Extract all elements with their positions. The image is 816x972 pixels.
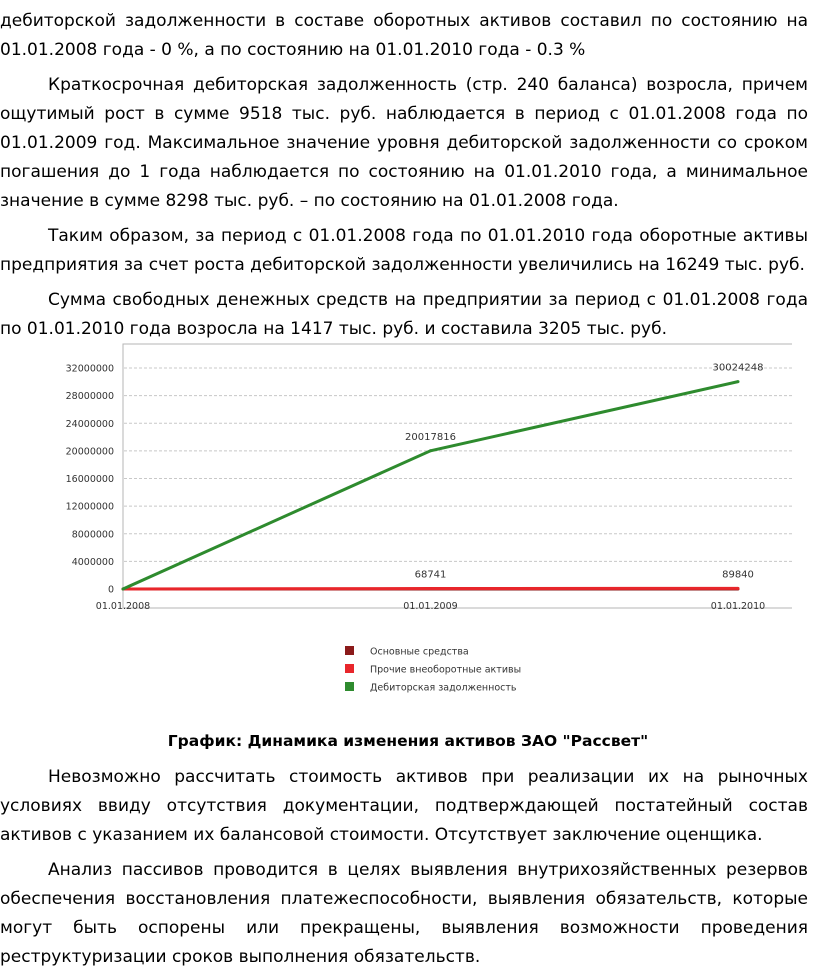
x-tick-label: 01.01.2010 [710,601,766,612]
paragraph: Невозможно рассчитать стоимость активов при реализации их на рыночных условиях ввиду отсутствия документации, подтверждающей постатейный состав активов с указанием их балансовой стоимости. Отсутствует заключение оценщика. [0,767,808,845]
data-point [429,449,432,452]
legend-label: Дебиторская задолженность [370,682,517,694]
legend-label: Основные средства [370,646,469,658]
y-tick-label: 12000000 [65,501,114,513]
data-point [737,380,740,383]
paragraph: дебиторской задолженности в составе оборотных активов составил по состоянию на 01.01.2008 года - 0 %, а по состоянию на 01.01.2010 года - 0.3 % [0,11,808,60]
chart-caption: График: Динамика изменения активов ЗАО "Рассвет" [167,732,649,750]
x-tick-label: 01.01.2009 [403,601,458,612]
text-block-top [0,7,808,344]
y-tick-label: 4000000 [71,556,114,568]
legend-swatch [345,682,354,691]
y-tick-label: 28000000 [65,391,114,403]
data-point [737,587,740,590]
data-label: 30024248 [712,362,764,374]
y-tick-label: 32000000 [65,363,114,375]
paragraph: Сумма свободных денежных средств на предприятии за период с 01.01.2008 года по 01.01.2010 года возросла на 1417 тыс. руб. и составила 3205 тыс. руб. [0,290,808,339]
y-tick-label: 8000000 [71,529,114,541]
legend-label: Прочие внеоборотные активы [370,664,522,676]
paragraph: Таким образом, за период с 01.01.2008 года по 01.01.2010 года оборотные активы предприятия за счет роста дебиторской задолженности увеличились на 16249 тыс. руб. [0,226,808,275]
x-tick-label: 01.01.2008 [95,601,151,612]
y-tick-label: 24000000 [65,418,114,430]
legend-swatch [345,646,354,655]
paragraph: Анализ пассивов проводится в целях выявления внутрихозяйственных резервов обеспечения восстановления платежеспособности, выявления обязательств, которые могут быть оспорены или прекращены, выявления возможности проведения реструктуризации сроков выполнения обязательств. [0,860,808,967]
plot-area [123,344,792,608]
y-tick-label: 16000000 [65,474,114,485]
y-tick-label: 0 [107,584,114,596]
paragraph: Краткосрочная дебиторская задолженность (стр. 240 баланса) возросла, причем ощутимый рост в сумме 9518 тыс. руб. наблюдается в период с 01.01.2008 года по 01.01.2009 год. Максимальное значение уровня дебиторской задолженности со сроком погашения до 1 года наблюдается по состоянию на 01.01.2010 года, а минимальное значение в сумме 8298 тыс. руб. – по состоянию на 01.01.2008 года. [0,75,808,211]
legend-swatch [345,664,354,673]
data-label: 89840 [722,569,754,581]
text-block-bottom [0,763,808,972]
y-tick-label: 20000000 [65,446,114,458]
data-label: 20017816 [405,431,456,443]
data-point [122,588,125,591]
data-point [429,587,432,590]
assets-line-chart [32,334,792,708]
data-label: 68741 [414,569,447,581]
